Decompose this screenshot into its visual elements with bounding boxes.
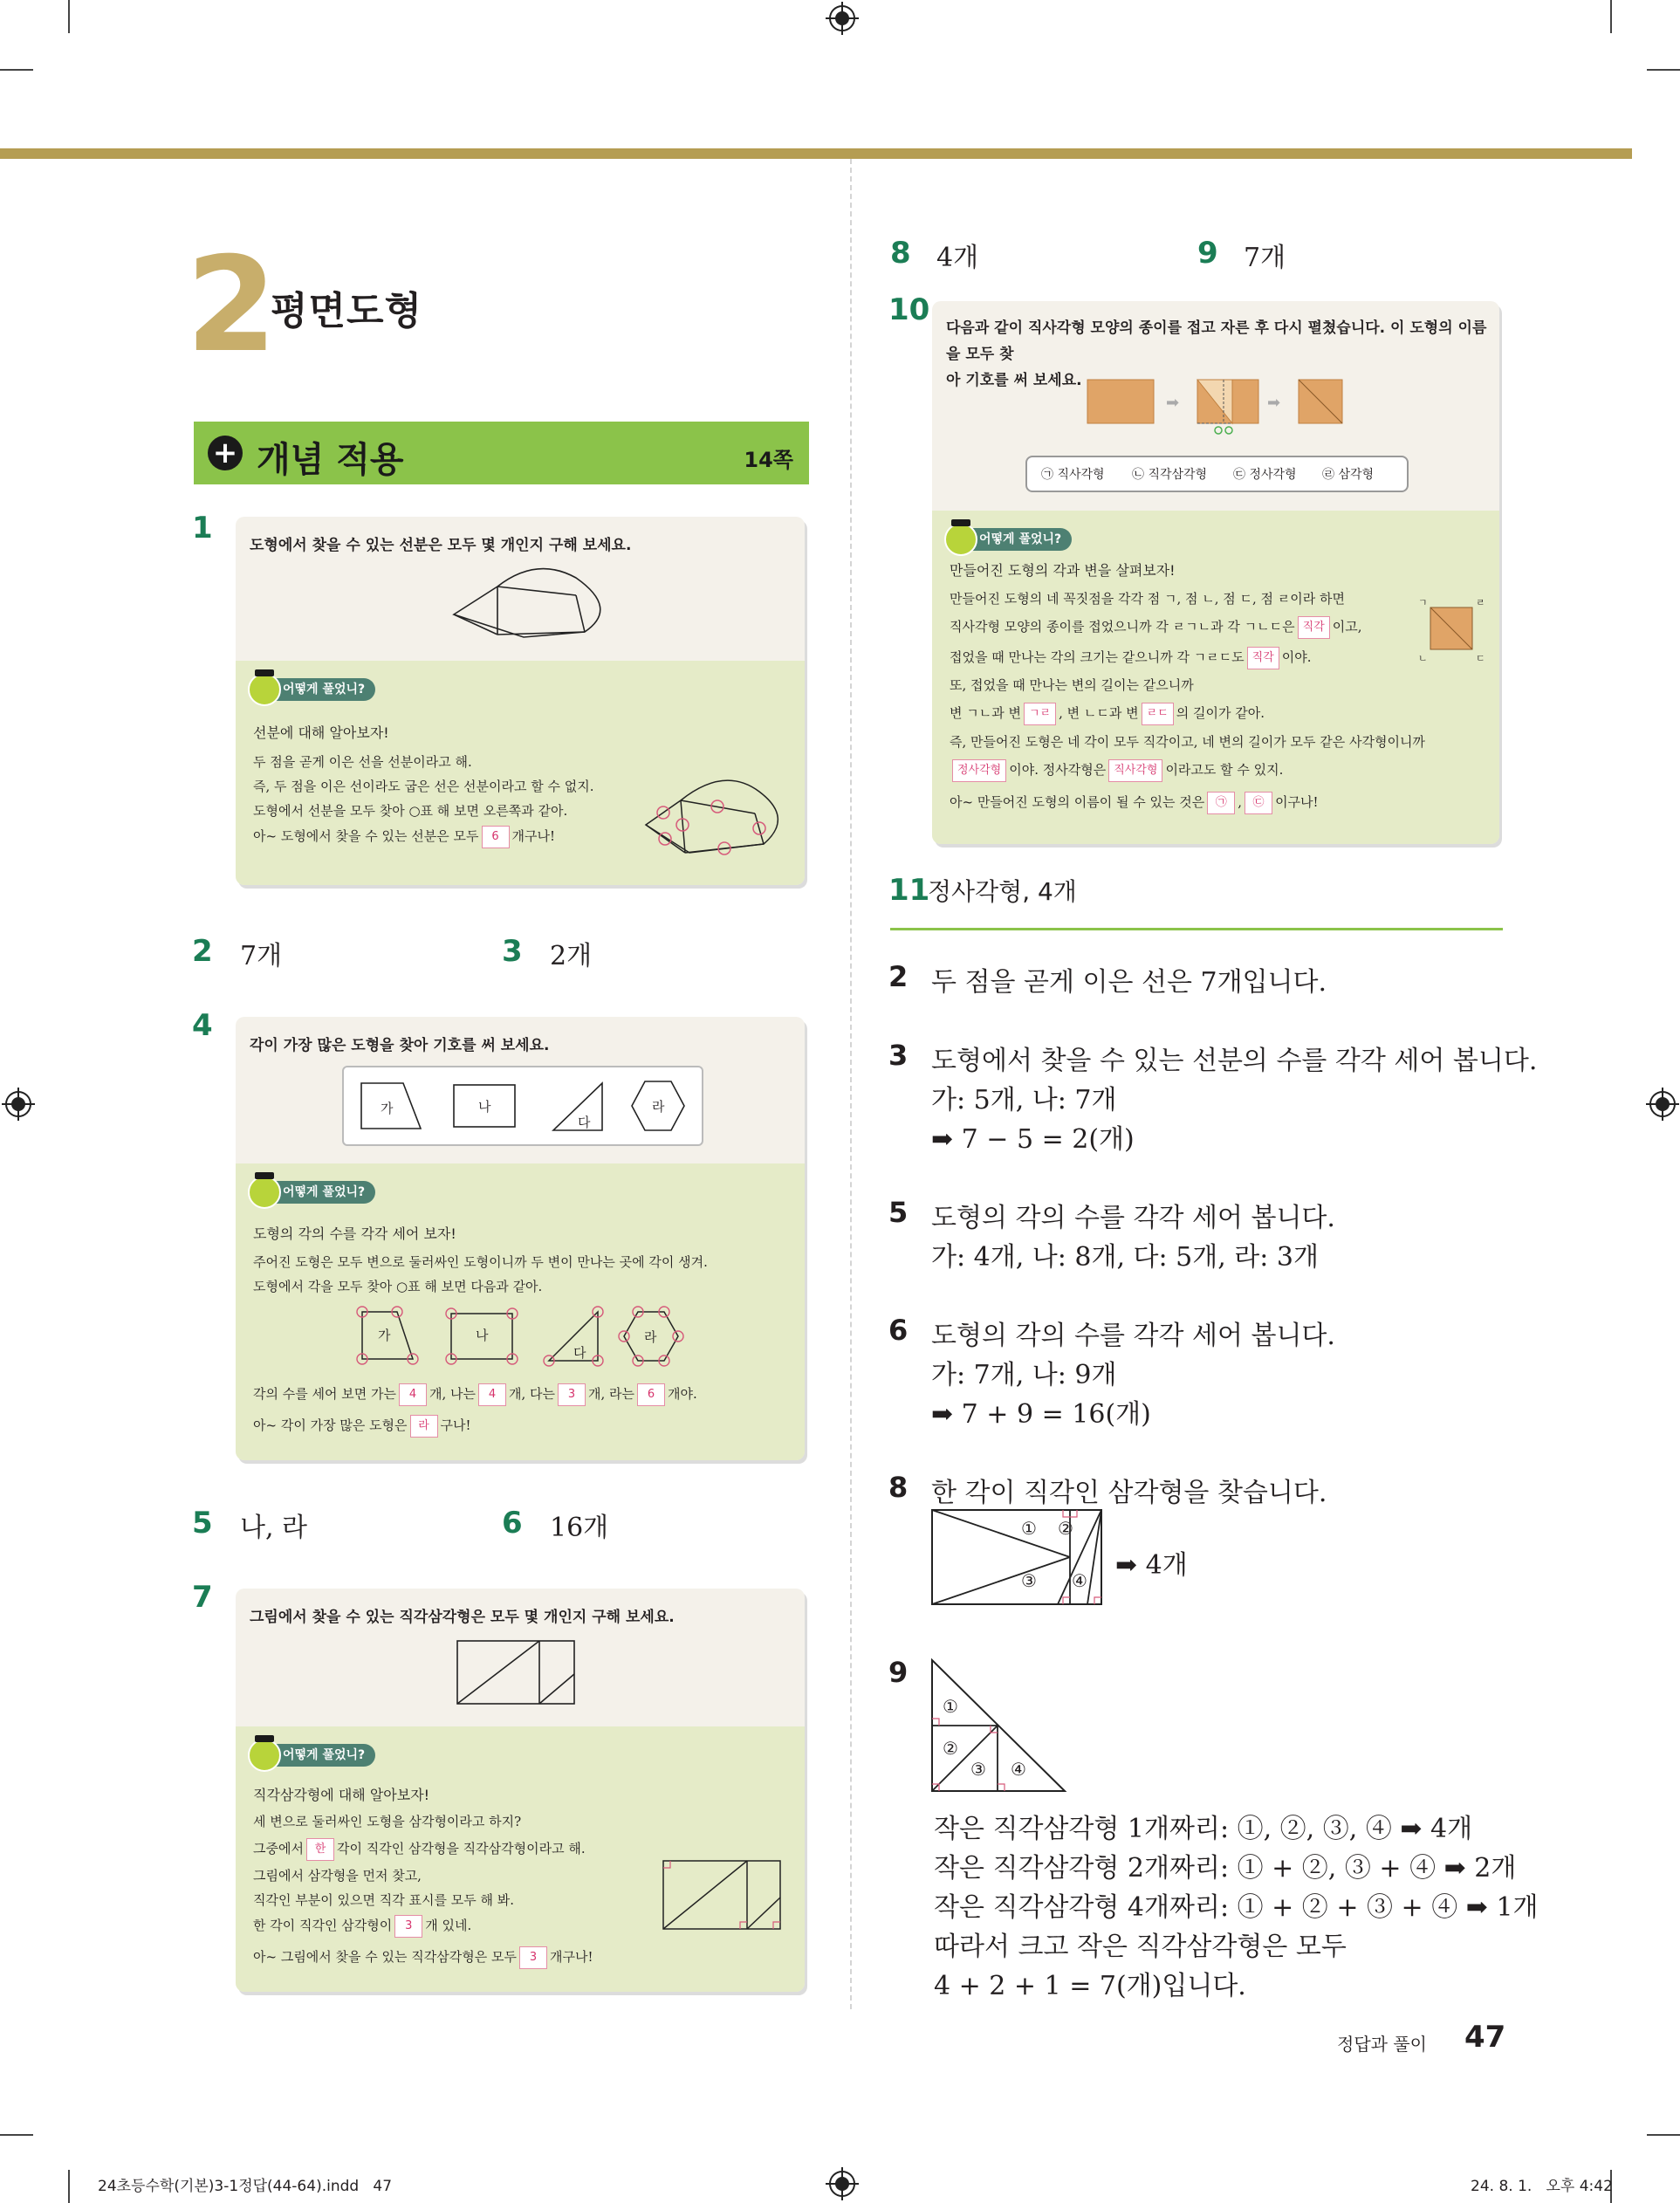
explanation-line: 한 각이 직각인 삼각형이 3 개 있네.: [253, 1915, 471, 1938]
crop-mark: [0, 69, 33, 71]
answer-text: 정사각형, 4개: [928, 877, 1077, 906]
triangle-figure: [456, 1639, 578, 1709]
explanation-line: 아~ 만들어진 도형의 이름이 될 수 있는 것은 ㉠ , ㉢ 이구나!: [950, 792, 1319, 814]
shape-label: 라: [652, 1099, 665, 1115]
header-rule: [0, 148, 1632, 159]
triangle-mark: ③: [970, 1759, 986, 1780]
question-prompt: 각이 가장 많은 도형을 찾아 기호를 써 보세요.: [250, 1037, 550, 1054]
shape-label: 다: [578, 1115, 591, 1130]
svg-text:나: 나: [476, 1328, 489, 1343]
triangle-mark: ③: [1021, 1570, 1037, 1591]
explanation-line: 주어진 도형은 모두 변으로 둘러싸인 도형이니까 두 변이 만나는 곳에 각이 생겨.: [253, 1254, 708, 1270]
folding-figure: [1086, 373, 1374, 436]
plus-icon: +: [208, 436, 243, 470]
explanation-line: 직각인 부분이 있으면 직각 표시를 모두 해 봐.: [253, 1892, 514, 1908]
question-number: 5: [192, 1506, 213, 1541]
solution-line: 두 점을 곧게 이은 선은 7개입니다.: [931, 967, 1327, 998]
page-number: 47: [1464, 2020, 1506, 2055]
crop-mark: [0, 2134, 33, 2136]
question-prompt: 그림에서 찾을 수 있는 직각삼각형은 모두 몇 개인지 구해 보세요.: [250, 1609, 675, 1626]
explanation-line: 도형에서 선분을 모두 찾아 ○표 해 보면 오른쪽과 같아.: [253, 803, 568, 819]
shape-label: 가: [381, 1101, 394, 1116]
explanation-box: [236, 661, 805, 885]
explanation-line: 즉, 두 점을 이은 선이라도 굽은 선은 선분이라고 할 수 없지.: [253, 779, 594, 794]
solution-line: 도형의 각의 수를 각각 세어 봅니다.: [931, 1203, 1335, 1233]
crop-mark: [1647, 69, 1680, 71]
circled-angle-shapes: [345, 1301, 694, 1371]
triangle-mark: ①: [1021, 1518, 1037, 1539]
explanation-box: [932, 511, 1499, 844]
section-header: [194, 422, 809, 484]
question-number: 2: [192, 934, 213, 969]
registration-mark-icon: [829, 5, 855, 31]
section-rule: [890, 928, 1503, 930]
solution-line: 작은 직각삼각형 4개짜리: ① + ② + ③ + ④ ➡ 1개: [934, 1892, 1539, 1923]
chapter-title: 평면도형: [271, 289, 423, 333]
solution-line: 작은 직각삼각형 2개짜리: ① + ②, ③ + ④ ➡ 2개: [934, 1853, 1517, 1884]
triangle-mark: ①: [943, 1696, 958, 1717]
how-solved-badge: 어떻게 풀었니?: [250, 1181, 375, 1204]
answer-text: 나, 라: [240, 1513, 308, 1543]
choice-item: ㉢ 정사각형: [1233, 468, 1297, 482]
segment-figure: [436, 560, 611, 656]
explanation-line: 또, 접었을 때 만나는 변의 길이는 같으니까: [950, 677, 1194, 693]
crop-mark: [1647, 2134, 1680, 2136]
question-number: 10: [888, 292, 930, 327]
solution-line: 가: 4개, 나: 8개, 다: 5개, 라: 3개: [931, 1242, 1319, 1273]
explanation-line: 아~ 각이 가장 많은 도형은 라 구나!: [253, 1415, 471, 1438]
answer-text: 7개: [240, 941, 283, 971]
triangle-mark: ②: [943, 1738, 958, 1759]
print-file-info: 24초등수학(기본)3-1정답(44-64).indd 47: [98, 2178, 393, 2195]
explanation-line: 직각삼각형에 대해 알아보자!: [253, 1787, 430, 1803]
answer-text: 7개: [1244, 243, 1286, 273]
choices-box: [1025, 456, 1409, 492]
svg-text:라: 라: [644, 1329, 657, 1345]
svg-text:➡: ➡: [1267, 394, 1281, 412]
explanation-box: [236, 1163, 805, 1460]
explanation-line: 만들어진 도형의 네 꼭짓점을 각각 점 ㄱ, 점 ㄴ, 점 ㄷ, 점 ㄹ이라 하면: [950, 591, 1346, 607]
answer-text: 16개: [550, 1513, 609, 1543]
print-date: 24. 8. 1. 오후 4:42: [1471, 2178, 1613, 2195]
explanation-line: 선분에 대해 알아보자!: [253, 724, 389, 741]
solution-line: 4 + 2 + 1 = 7(개)입니다.: [934, 1971, 1246, 2001]
solution-line: 가: 7개, 나: 9개: [931, 1360, 1117, 1390]
solution-line: 작은 직각삼각형 1개짜리: ①, ②, ③, ④ ➡ 4개: [934, 1814, 1473, 1844]
answer-text: 2개: [550, 941, 593, 971]
question-number: 11: [888, 873, 930, 908]
solution-line: 도형에서 찾을 수 있는 선분의 수를 각각 세어 봅니다.: [931, 1046, 1538, 1076]
explanation-line: 아~ 그림에서 찾을 수 있는 직각삼각형은 모두 3 개구나!: [253, 1946, 593, 1969]
explanation-line: 정사각형 이야. 정사각형은 직사각형 이라고도 할 수 있지.: [950, 759, 1283, 782]
solution-line: 한 각이 직각인 삼각형을 찾습니다.: [931, 1478, 1327, 1508]
solution-number: 2: [888, 960, 909, 993]
crop-mark: [1610, 0, 1612, 33]
question-number: 8: [890, 236, 911, 271]
shape-set: [344, 1067, 702, 1144]
svg-text:가: 가: [378, 1328, 391, 1343]
explanation-line: 직사각형 모양의 종이를 접었으니까 각 ㄹㄱㄴ과 각 ㄱㄴㄷ은 직각 이고,: [950, 616, 1362, 639]
solution-line: 가: 5개, 나: 7개: [931, 1085, 1117, 1115]
how-solved-badge: 어떻게 풀었니?: [946, 528, 1072, 551]
explanation-line: 즉, 만들어진 도형은 네 각이 모두 직각이고, 네 변의 길이가 모두 같은 사각형이니까: [950, 734, 1425, 750]
footer-label: 정답과 풀이: [1337, 2034, 1427, 2055]
student-face-icon: [248, 1739, 281, 1772]
choice-item: ㉠ 직사각형: [1041, 468, 1105, 482]
crop-mark: [68, 2170, 70, 2203]
explanation-line: 변 ㄱㄴ과 변 ㄱㄹ , 변 ㄴㄷ과 변 ㄹㄷ 의 길이가 같아.: [950, 703, 1265, 725]
corner-label: ㄹ: [1476, 597, 1485, 608]
question-number: 1: [192, 511, 213, 546]
question-prompt: 도형에서 찾을 수 있는 선분은 모두 몇 개인지 구해 보세요.: [250, 537, 632, 554]
solution-number: 6: [888, 1314, 909, 1347]
question-card: [236, 1017, 805, 1460]
explanation-line: 접었을 때 만나는 각의 크기는 같으니까 각 ㄱㄹㄷ도 직각 이야.: [950, 647, 1312, 669]
choice-item: ㉣ 삼각형: [1322, 468, 1375, 482]
question-card: [932, 301, 1499, 844]
corner-label: ㄴ: [1418, 653, 1428, 663]
solution-result: ➡ 4개: [1115, 1550, 1188, 1581]
solution-number: 5: [888, 1196, 909, 1229]
shape-label: 나: [478, 1099, 491, 1115]
chapter-number: 2: [186, 230, 278, 381]
section-page: 14쪽: [744, 448, 793, 472]
explanation-line: 각의 수를 세어 보면 가는 4 개, 나는 4 개, 다는 3 개, 라는 6 개야.: [253, 1383, 697, 1406]
explanation-line: 도형에서 각을 모두 찾아 ○표 해 보면 다음과 같아.: [253, 1279, 543, 1294]
registration-mark-icon: [829, 2171, 855, 2197]
how-solved-badge: 어떻게 풀었니?: [250, 678, 375, 701]
square-figure: [1416, 594, 1486, 663]
question-card: [236, 517, 805, 885]
explanation-line: 그림에서 삼각형을 먼저 찾고,: [253, 1868, 422, 1884]
corner-label: ㄱ: [1418, 597, 1428, 608]
solution-number: 3: [888, 1039, 909, 1072]
explanation-line: 만들어진 도형의 각과 변을 살펴보자!: [950, 562, 1176, 579]
registration-mark-icon: [1649, 1091, 1676, 1117]
triangle-mark: ④: [1011, 1759, 1026, 1780]
circled-segment-figure: [633, 765, 790, 870]
triangle-solution-figure: [930, 1508, 1105, 1609]
how-solved-badge: 어떻게 풀었니?: [250, 1744, 375, 1767]
svg-text:➡: ➡: [1166, 394, 1180, 412]
column-divider: [850, 159, 852, 2009]
solution-line: 따라서 크고 작은 직각삼각형은 모두: [934, 1932, 1347, 1962]
question-card: [236, 1589, 805, 1992]
triangle-mark: ②: [1058, 1518, 1073, 1539]
explanation-line: 두 점을 곧게 이은 선을 선분이라고 해.: [253, 754, 472, 770]
registration-mark-icon: [5, 1091, 31, 1117]
explanation-line: 세 변으로 둘러싸인 도형을 삼각형이라고 하지?: [253, 1814, 522, 1829]
shapes-box: [342, 1066, 703, 1146]
answer-text: 4개: [936, 243, 979, 273]
solution-number: 9: [888, 1656, 909, 1689]
question-number: 7: [192, 1580, 213, 1615]
question-number: 9: [1197, 236, 1218, 271]
student-face-icon: [248, 1176, 281, 1209]
triangle-mark: ④: [1072, 1570, 1087, 1591]
question-prompt: 다음과 같이 직사각형 모양의 종이를 접고 자른 후 다시 펼쳤습니다. 이 도형의 이름을 모두 찾 아 기호를 써 보세요.: [946, 319, 1487, 389]
corner-label: ㄷ: [1476, 653, 1485, 663]
question-number: 6: [502, 1506, 523, 1541]
svg-text:다: 다: [573, 1345, 586, 1361]
question-number: 4: [192, 1008, 213, 1043]
explanation-line: 도형의 각의 수를 각각 세어 보자!: [253, 1225, 456, 1242]
question-number: 3: [502, 934, 523, 969]
explanation-box: [236, 1726, 805, 1992]
explanation-line: 아~ 도형에서 찾을 수 있는 선분은 모두 6 개구나!: [253, 826, 555, 848]
marked-triangle-figure: [662, 1859, 784, 1932]
solution-number: 8: [888, 1471, 909, 1504]
choice-item: ㉡ 직각삼각형: [1132, 468, 1208, 482]
explanation-line: 그중에서 한 각이 직각인 삼각형을 직각삼각형이라고 해.: [253, 1838, 586, 1861]
section-title: 개념 적용: [257, 440, 404, 480]
solution-line: 도형의 각의 수를 각각 세어 봅니다.: [931, 1321, 1335, 1351]
solution-line: ➡ 7 − 5 = 2(개): [931, 1124, 1135, 1155]
solution-line: ➡ 7 + 9 = 16(개): [931, 1399, 1151, 1430]
student-face-icon: [248, 673, 281, 706]
right-triangle-solution-figure: [930, 1658, 1070, 1798]
crop-mark: [68, 0, 70, 33]
student-face-icon: [944, 523, 977, 556]
